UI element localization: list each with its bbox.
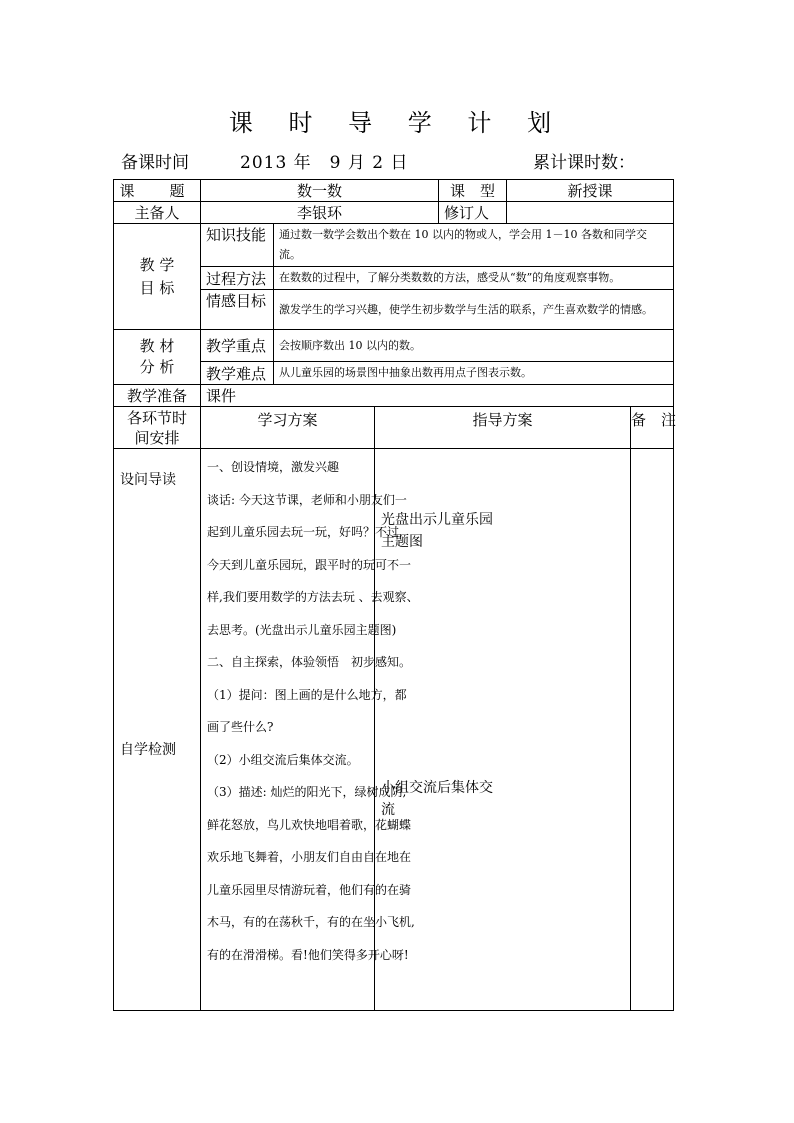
study-line: 二、自主探索，体验领悟 初步感知。: [207, 655, 412, 669]
material-label-line-1: 教 材: [139, 337, 175, 355]
note-col-header: 备 注: [631, 407, 674, 449]
material-label: [114, 330, 201, 385]
preparer-row: [114, 202, 674, 224]
emotion-text: 激发学生的学习兴趣，使学生初步数学与生活的联系，产生喜欢数学的情感。: [274, 290, 674, 330]
total-hours-label: 累计课时数：: [533, 153, 635, 173]
reviser-value: [507, 202, 674, 224]
stage-cell: [114, 449, 201, 1011]
knowledge-label: 知识技能: [201, 224, 274, 267]
reviser-label: 修订人: [439, 202, 507, 224]
study-line: （3）描述: 灿烂的阳光下，绿树成阴,: [207, 785, 407, 799]
topic-value: 数一数: [201, 180, 439, 202]
time-col-header-line-1: 各环节时: [126, 408, 187, 427]
topic-label: 课 题: [114, 180, 201, 202]
study-line: 起到儿童乐园去玩一玩，好吗？不过,: [207, 525, 403, 539]
time-col-header: [114, 407, 201, 449]
prep-row: [114, 385, 674, 407]
guide-plan-cell: [375, 449, 631, 1011]
page-title: 课 时 导 学 计 划: [228, 109, 566, 137]
key-label: 教学重点: [201, 330, 274, 362]
study-line: 有的在滑滑梯。看!他们笑得多开心呀!: [207, 947, 409, 962]
time-col-header-line-2: 间安排: [134, 428, 180, 447]
stage-label-2: 自学检测: [120, 742, 176, 758]
type-value: 新授课: [507, 180, 674, 202]
study-line: 鲜花怒放，鸟儿欢快地唱着歌，花蝴蝶: [207, 817, 412, 832]
study-line: （2）小组交流后集体交流。: [207, 752, 359, 767]
study-line: 欢乐地飞舞着，小朋友们自由自在地在: [207, 850, 412, 864]
topic-row: [114, 180, 674, 202]
knowledge-text: 通过数一数学会数出个数在 10 以内的物或人，学会用 1－10 各数和同学交流。: [274, 224, 674, 267]
guide-text-1: 光盘出示儿童乐园主题图: [381, 512, 493, 550]
key-text: 会按顺序数出 10 以内的数。: [274, 330, 674, 362]
goals-label-line-2: 目 标: [139, 278, 175, 297]
prep-time-label: 备课时间: [121, 153, 189, 173]
preparer-value: 李银环: [201, 202, 439, 224]
goals-label: [114, 224, 201, 330]
difficulty-label: 教学难点: [201, 362, 274, 385]
study-line: 样,我们要用数学的方法去玩 、去观察、: [207, 590, 419, 604]
study-line: 去思考。(光盘出示儿童乐园主题图): [207, 622, 397, 637]
preparer-label: 主备人: [114, 202, 201, 224]
prep-value: 课件: [201, 385, 674, 407]
lesson-plan-table: [113, 179, 677, 1011]
knowledge-row: [114, 224, 674, 267]
guide-text-2: 小组交流后集体交流: [381, 780, 493, 818]
study-line: 谈话: 今天这节课，老师和小朋友们一: [207, 492, 407, 507]
difficulty-text: 从儿童乐园的场景图中抽象出数再用点子图表示数。: [274, 362, 674, 385]
study-line: 一、创设情境，激发兴趣: [207, 460, 340, 474]
study-line: 儿童乐园里尽情游玩着，他们有的在骑: [207, 882, 412, 897]
stage-label-1: 设问导读: [120, 472, 176, 488]
study-col-header: 学习方案: [201, 407, 375, 449]
key-row: [114, 330, 674, 362]
prep-label: 教学准备: [114, 385, 201, 407]
goals-label-line-1: 教 学: [139, 255, 175, 274]
plan-body-row: [114, 449, 674, 1011]
guide-col-header: 指导方案: [375, 407, 631, 449]
study-line: 今天到儿童乐园玩，跟平时的玩可不一: [207, 557, 412, 572]
type-label: 课 型: [439, 180, 507, 202]
process-label: 过程方法: [201, 267, 274, 290]
material-label-line-2: 分 析: [139, 358, 175, 376]
study-line: 画了些什么?: [207, 720, 274, 734]
study-line: （1）提问：图上画的是什么地方，都: [207, 687, 407, 702]
study-plan-cell: [201, 449, 419, 1011]
study-line: 木马，有的在荡秋千，有的在坐小飞机,: [207, 915, 415, 929]
plan-header-row: [114, 407, 674, 449]
prep-date: 2013 年 9 月 2 日: [240, 153, 409, 173]
process-text: 在数数的过程中，了解分类数数的方法，感受从“数”的角度观察事物。: [274, 267, 674, 290]
note-cell: [631, 449, 674, 1011]
emotion-label: 情感目标: [201, 290, 274, 330]
